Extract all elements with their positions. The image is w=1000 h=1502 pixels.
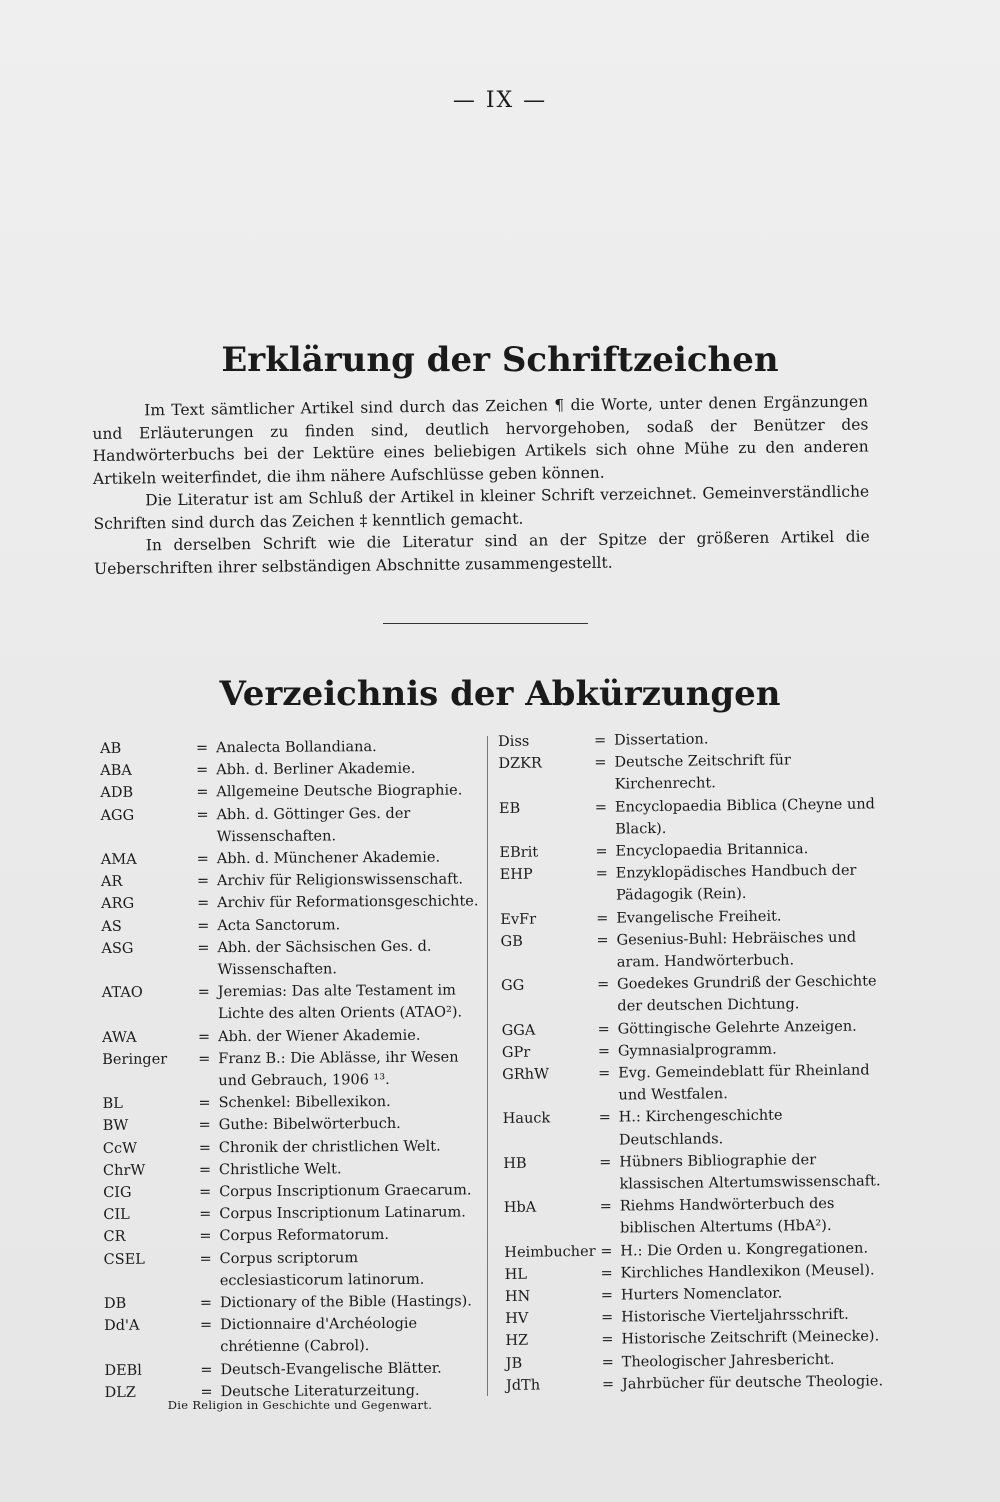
equals-sign: = xyxy=(196,873,210,890)
equals-sign: = xyxy=(196,762,209,779)
abbreviation-expansion: Corpus Inscriptionum Latinarum. xyxy=(219,1204,466,1223)
equals-sign: = xyxy=(601,1376,615,1393)
abbreviation: Diss xyxy=(498,733,530,750)
abbreviation: GPr xyxy=(501,1044,531,1061)
abbreviation-entry xyxy=(101,913,481,938)
equals-sign: = xyxy=(599,1198,612,1216)
abbreviation: DLZ xyxy=(104,1384,136,1401)
abbreviation-entry xyxy=(100,735,480,760)
abbreviation: GGA xyxy=(501,1022,536,1039)
equals-sign: = xyxy=(197,1028,211,1045)
equals-sign: = xyxy=(600,1265,613,1282)
abbreviation: EvFr xyxy=(500,911,537,928)
abbreviation-column-left xyxy=(100,735,485,1404)
abbreviation-entry xyxy=(102,1046,482,1093)
abbreviation: GG xyxy=(501,977,525,995)
equals-sign: = xyxy=(600,1287,614,1304)
equals-sign: = xyxy=(196,851,209,868)
equals-sign: = xyxy=(197,984,210,1001)
abbreviation: Hauck xyxy=(502,1110,551,1128)
abbreviation-expansion: Abh. d. Berliner Akademie. xyxy=(216,761,416,779)
abbreviation: BL xyxy=(102,1096,123,1113)
equals-sign: = xyxy=(594,799,608,816)
equals-sign: = xyxy=(198,1162,212,1179)
abbreviation-expansion: Hurters Nomenclator. xyxy=(620,1285,783,1304)
abbreviation-expansion: Deutsche Zeitschrift für Kirchenrecht. xyxy=(614,752,791,793)
equals-sign: = xyxy=(199,1250,212,1267)
abbreviation-entry xyxy=(101,935,481,982)
abbreviation: Heimbucher xyxy=(504,1243,596,1261)
abbreviation-expansion: H.: Die Orden u. Kongregationen. xyxy=(620,1240,869,1260)
abbreviation: BW xyxy=(102,1118,129,1135)
abbreviation-entry xyxy=(103,1202,483,1227)
abbreviation-entry xyxy=(102,1091,482,1116)
abbreviation-entry xyxy=(101,846,481,871)
abbreviation-expansion: Christliche Welt. xyxy=(218,1161,342,1179)
abbreviation-expansion: Corpus Inscriptionum Graecarum. xyxy=(219,1182,472,1201)
abbreviation-entry xyxy=(506,1370,891,1397)
abbreviation-expansion: Dictionnaire d'Archéologie chrétienne (Cabrol). xyxy=(220,1316,418,1356)
equals-sign: = xyxy=(200,1384,213,1401)
abbreviation-expansion: Riehms Handwörterbuch des biblischen Altertums (HbA²). xyxy=(619,1196,835,1238)
abbreviation-expansion: Analecta Bollandiana. xyxy=(216,739,377,757)
equals-sign: = xyxy=(199,1317,213,1334)
abbreviation-entry xyxy=(100,758,480,783)
abbreviation-entry xyxy=(504,1193,890,1242)
abbreviation-expansion: Deutsche Literaturzeitung. xyxy=(220,1382,420,1401)
abbreviation: HL xyxy=(504,1266,528,1283)
abbreviation-expansion: Gymnasialprogramm. xyxy=(617,1041,777,1060)
equals-sign: = xyxy=(595,843,608,860)
equals-sign: = xyxy=(600,1243,613,1260)
abbreviation-entry xyxy=(100,780,480,805)
equals-sign: = xyxy=(195,740,209,757)
equals-sign: = xyxy=(594,754,607,772)
abbreviation-entry xyxy=(103,1224,483,1249)
abbreviation: ATAO xyxy=(101,984,143,1002)
abbreviation-expansion: Evangelische Freiheit. xyxy=(616,908,782,927)
explanation-text xyxy=(92,391,870,580)
abbreviation: ARG xyxy=(101,896,135,913)
abbreviation-entry xyxy=(104,1290,484,1315)
abbreviation-expansion: Acta Sanctorum. xyxy=(217,916,341,934)
abbreviation-entry xyxy=(103,1113,483,1138)
abbreviation: HN xyxy=(504,1288,531,1306)
abbreviation: Beringer xyxy=(102,1051,168,1068)
equals-sign: = xyxy=(197,940,210,957)
abbreviation-expansion: Chronik der christlichen Welt. xyxy=(218,1138,441,1156)
explanation-paragraph: Im Text sämtlicher Artikel sind durch das Zeichen ¶ die Worte, unter denen Ergänzungen und Erläuterungen zu finden sind, deutlich hervorgehoben, sodaß der Benützer des Handwörterbuchs bei der Lektüre eines beliebigen Artikels sich ohne Mühe zu den anderen Artikeln weiterfindet, die ihm nähere Aufschlüsse geben können. xyxy=(92,392,869,488)
equals-sign: = xyxy=(196,806,209,823)
abbreviation-expansion: Encyclopaedia Biblica (Cheyne und Black). xyxy=(614,796,876,838)
abbreviation-entry xyxy=(103,1135,483,1160)
abbreviation-expansion: Historische Zeitschrift (Meinecke). xyxy=(621,1328,880,1349)
abbreviation-entry xyxy=(502,1059,888,1108)
abbreviation-entry xyxy=(102,980,482,1027)
abbreviation-expansion: Franz B.: Die Ablässe, ihr Wesen und Gebrauch, 1906 ¹³. xyxy=(218,1049,459,1090)
abbreviation-expansion: Abh. d. Münchener Akademie. xyxy=(216,849,441,868)
equals-sign: = xyxy=(198,1095,211,1112)
equals-sign: = xyxy=(598,1110,611,1127)
abbreviation: DZKR xyxy=(498,755,542,773)
abbreviation: ABA xyxy=(100,762,132,780)
abbreviation: AWA xyxy=(102,1029,137,1046)
abbreviation-entry xyxy=(498,748,884,797)
abbreviation-entry xyxy=(101,891,481,916)
abbreviation-expansion: Allgemeine Deutsche Biographie. xyxy=(216,782,463,801)
equals-sign: = xyxy=(601,1332,614,1349)
abbreviation: HV xyxy=(505,1310,529,1328)
abbreviation: JB xyxy=(505,1355,523,1372)
abbreviation: EBrit xyxy=(499,844,539,862)
abbreviation-expansion: Archiv für Reformationsgeschichte. xyxy=(217,893,479,912)
abbreviation-expansion: Goedekes Grundriß der Geschichte der deutschen Dichtung. xyxy=(617,973,877,1015)
abbreviation-expansion: Jahrbücher für deutsche Theologie. xyxy=(621,1373,884,1393)
abbreviation-entry xyxy=(503,1148,889,1197)
abbreviation-expansion: Abh. der Sächsischen Ges. d. Wissenschaften. xyxy=(217,938,432,979)
abbreviation: AR xyxy=(100,874,123,891)
abbreviation-expansion: Abh. der Wiener Akademie. xyxy=(218,1027,421,1045)
equals-sign: = xyxy=(598,1065,611,1082)
equals-sign: = xyxy=(597,1043,611,1060)
equals-sign: = xyxy=(196,784,209,801)
equals-sign: = xyxy=(199,1295,213,1312)
equals-sign: = xyxy=(595,865,608,883)
equals-sign: = xyxy=(596,932,609,949)
abbreviation: AS xyxy=(101,918,122,935)
abbreviation-expansion: Historische Vierteljahrsschrift. xyxy=(621,1307,849,1326)
equals-sign: = xyxy=(199,1228,212,1245)
equals-sign: = xyxy=(601,1309,614,1327)
abbreviation: AB xyxy=(100,740,122,757)
abbreviation-expansion: Theologischer Jahresbericht. xyxy=(621,1351,835,1371)
abbreviation: Dd'A xyxy=(104,1318,140,1335)
section-title-abbreviations: Verzeichnis der Abkürzungen xyxy=(219,674,781,714)
abbreviation-expansion: Gesenius-Buhl: Hebräisches und aram. Handwörterbuch. xyxy=(616,929,857,971)
abbreviation-expansion: H.: Kirchengeschichte Deutschlands. xyxy=(618,1108,783,1149)
equals-sign: = xyxy=(199,1206,212,1223)
abbreviation-expansion: Deutsch-Evangelische Blätter. xyxy=(220,1360,442,1378)
abbreviation-expansion: Corpus Reformatorum. xyxy=(219,1227,390,1245)
abbreviation: HZ xyxy=(505,1333,529,1350)
abbreviation-entry xyxy=(103,1157,483,1182)
equals-sign: = xyxy=(198,1139,211,1156)
abbreviation: HbA xyxy=(503,1199,537,1217)
abbreviation-expansion: Archiv für Religionswissenschaft. xyxy=(216,871,464,890)
abbreviation: EB xyxy=(498,800,521,817)
abbreviation: DEBl xyxy=(104,1362,142,1379)
abbreviation: DB xyxy=(103,1295,127,1313)
equals-sign: = xyxy=(199,1184,212,1201)
equals-sign: = xyxy=(197,895,210,912)
abbreviation-expansion: Göttingische Gelehrte Anzeigen. xyxy=(617,1018,857,1038)
abbreviation-entry xyxy=(500,926,886,975)
abbreviation-expansion: Evg. Gemeindeblatt für Rheinland und Westfalen. xyxy=(618,1062,870,1104)
explanation-paragraph: In derselben Schrift wie die Literatur sind an der Spitze der größeren Artikel die Ueberschriften ihrer selbständigen Abschnitte zusammengestellt. xyxy=(93,527,870,578)
abbreviation-column-right xyxy=(498,726,891,1397)
abbreviation-entry xyxy=(500,860,886,909)
abbreviation: AMA xyxy=(100,851,137,869)
abbreviation-expansion: Abh. d. Göttinger Ges. der Wissenschaften. xyxy=(216,805,411,846)
abbreviation-entry xyxy=(104,1357,484,1382)
equals-sign: = xyxy=(601,1354,614,1371)
equals-sign: = xyxy=(198,1117,211,1134)
abbreviation: HB xyxy=(503,1155,527,1172)
equals-sign: = xyxy=(197,917,210,934)
section-title-explanation: Erklärung der Schriftzeichen xyxy=(221,340,779,380)
abbreviation: AGG xyxy=(100,807,135,824)
abbreviation-entry xyxy=(501,971,887,1020)
abbreviation-entry xyxy=(100,802,480,849)
page-footer: Die Religion in Geschichte und Gegenwart. xyxy=(167,1398,433,1412)
equals-sign: = xyxy=(198,1051,211,1068)
abbreviation: CIL xyxy=(103,1207,130,1224)
section-divider xyxy=(383,623,588,624)
abbreviation-expansion: Hübners Bibliographie der klassischen Altertumswissenschaft. xyxy=(619,1152,881,1193)
abbreviation: CR xyxy=(103,1229,126,1246)
abbreviation-expansion: Dissertation. xyxy=(614,731,709,749)
abbreviation-expansion: Encyclopaedia Britannica. xyxy=(615,841,809,860)
abbreviation-entry xyxy=(101,869,481,894)
abbreviation-entry xyxy=(499,793,885,842)
abbreviation: ChrW xyxy=(102,1162,146,1179)
abbreviation-expansion: Corpus scriptorum ecclesiasticorum latinorum. xyxy=(219,1249,425,1290)
abbreviation-expansion: Jeremias: Das alte Testament im Lichte des alten Orients (ATAO²). xyxy=(217,982,463,1023)
abbreviation-entry xyxy=(102,1024,482,1049)
abbreviation: GB xyxy=(500,933,523,950)
abbreviation-entry xyxy=(503,1104,889,1153)
abbreviation-expansion: Guthe: Bibelwörterbuch. xyxy=(218,1116,401,1134)
column-divider xyxy=(487,736,488,1396)
equals-sign: = xyxy=(596,910,609,927)
equals-sign: = xyxy=(596,976,610,994)
page-number: — IX — xyxy=(452,88,548,113)
abbreviation: CSEL xyxy=(103,1251,145,1268)
equals-sign: = xyxy=(597,1021,610,1038)
explanation-paragraph: Die Literatur ist am Schluß der Artikel in kleiner Schrift verzeichnet. Gemeinverständliche Schriften sind durch das Zeichen ‡ kenntlich gemacht. xyxy=(93,482,870,533)
abbreviation: JdTh xyxy=(505,1377,541,1394)
equals-sign: = xyxy=(593,732,607,749)
abbreviation: ADB xyxy=(100,785,134,802)
abbreviation: CcW xyxy=(102,1140,138,1157)
abbreviation: GRhW xyxy=(502,1066,550,1084)
abbreviation-entry xyxy=(103,1179,483,1204)
abbreviation-entry xyxy=(104,1246,484,1293)
abbreviation-expansion: Enzyklopädisches Handbuch der Pädagogik (Rein). xyxy=(615,862,857,904)
abbreviation: EHP xyxy=(499,866,533,884)
abbreviation: CIG xyxy=(103,1184,132,1202)
abbreviation-expansion: Dictionary of the Bible (Hastings). xyxy=(219,1293,472,1312)
abbreviation-expansion: Schenkel: Bibellexikon. xyxy=(218,1094,391,1112)
abbreviation-entry xyxy=(104,1313,484,1360)
equals-sign: = xyxy=(599,1154,612,1171)
abbreviation-expansion: Kirchliches Handlexikon (Meusel). xyxy=(620,1262,875,1282)
abbreviation: ASG xyxy=(101,940,134,957)
equals-sign: = xyxy=(200,1361,213,1379)
